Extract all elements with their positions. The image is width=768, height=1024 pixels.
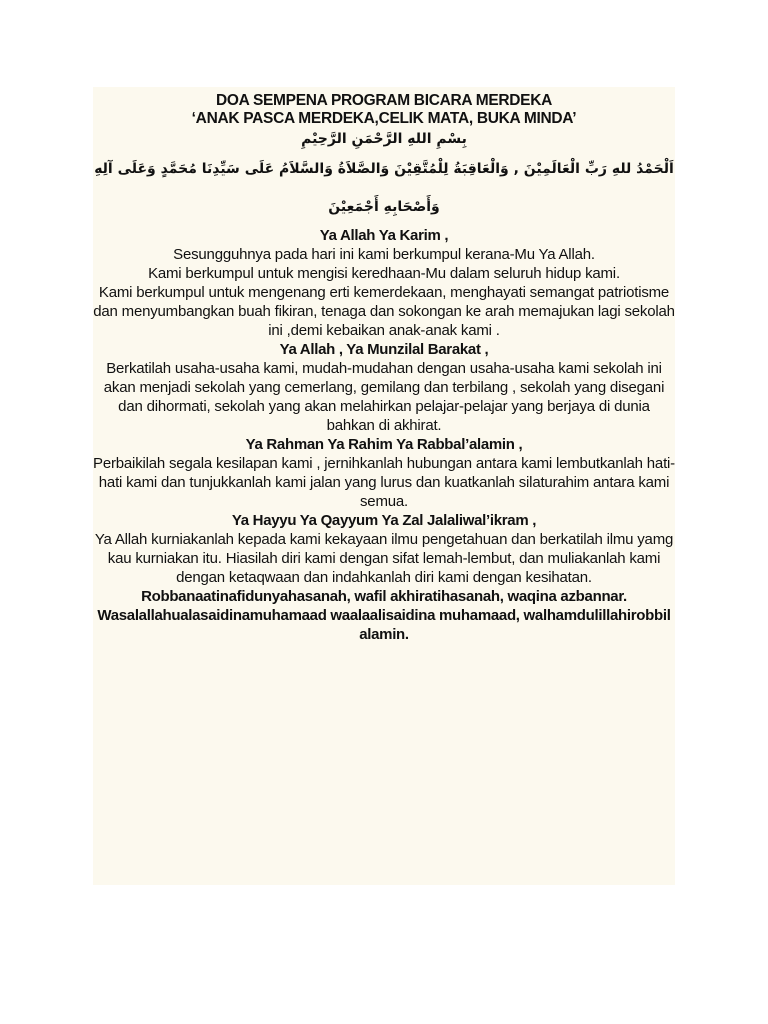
closing-prayer-2: Wasalallahualasaidinamuhamaad waalaalisaidina muhamaad, walhamdulillahirobbil alamin. — [97, 607, 671, 643]
section-heading-1: Ya Allah Ya Karim , — [319, 227, 449, 244]
closing-prayer-1: Robbanaatinafidunyahasanah, wafil akhiratihasanah, waqina azbannar. — [141, 588, 627, 605]
section-heading-2: Ya Allah , Ya Munzilal Barakat , — [279, 341, 489, 358]
paragraph-3: Kami berkumpul untuk mengenang erti kemerdekaan, menghayati semangat patriotisme dan menyumbangkan buah fikiran, tenaga dan sokongan ke arah memajukan lagi sekolah ini ,demi kebaikan anak-anak kami . — [93, 284, 675, 339]
section-heading-3: Ya Rahman Ya Rahim Ya Rabbal’alamin , — [245, 436, 523, 453]
document-page — [93, 87, 675, 885]
document-title: DOA SEMPENA PROGRAM BICARA MERDEKA — [216, 92, 552, 109]
paragraph-6: Ya Allah kurniakanlah kepada kami kekayaan ilmu pengetahuan dan berkatilah ilmu yamg kau kurniakan itu. Hiasilah diri kami dengan sifat lemah-lembut, dan muliakanlah kami dengan ketaqwaan dan indahkanlah diri kami dengan kesihatan. — [94, 531, 674, 586]
paragraph-4: Berkatilah usaha-usaha kami, mudah-mudahan dengan usaha-usaha kami sekolah ini akan menjadi sekolah yang cemerlang, gemilang dan terbilang , sekolah yang disegani dan dihormati, sekolah yang akan melahirkan pelajar-pelajar yang berjaya di dunia bahkan di akhirat. — [103, 360, 665, 434]
basmala-text: بِسْمِ اللهِ الرَّحْمَنِ الرَّحِيْمِ — [301, 131, 467, 147]
paragraph-5: Perbaikilah segala kesilapan kami , jernihkanlah hubungan antara kami lembutkanlah hati-hati kami dan tunjukkanlah kami jalan yang lurus dan kuatkanlah silaturahim antara kami semua. — [93, 455, 675, 510]
hamdalah-text: اَلْحَمْدُ للهِ رَبِّ الْعَالَمِيْنَ , وَالْعَاقِبَةُ لِلْمُتَّقِيْنَ وَالصَّلاَةُ وَالسَّلاَمُ عَلَى سَيِّدِنَا مُحَمَّدٍ وَعَلَى آلِهِ وَأَصْحَابِهِ أَجْمَعِيْنَ — [94, 161, 674, 215]
document-subtitle: ‘ANAK PASCA MERDEKA,CELIK MATA, BUKA MINDA’ — [191, 110, 577, 127]
section-heading-4: Ya Hayyu Ya Qayyum Ya Zal Jalaliwal’ikram , — [231, 512, 537, 529]
paragraph-2: Kami berkumpul untuk mengisi keredhaan-Mu dalam seluruh hidup kami. — [148, 265, 620, 282]
paragraph-1: Sesungguhnya pada hari ini kami berkumpul kerana-Mu Ya Allah. — [173, 246, 595, 263]
